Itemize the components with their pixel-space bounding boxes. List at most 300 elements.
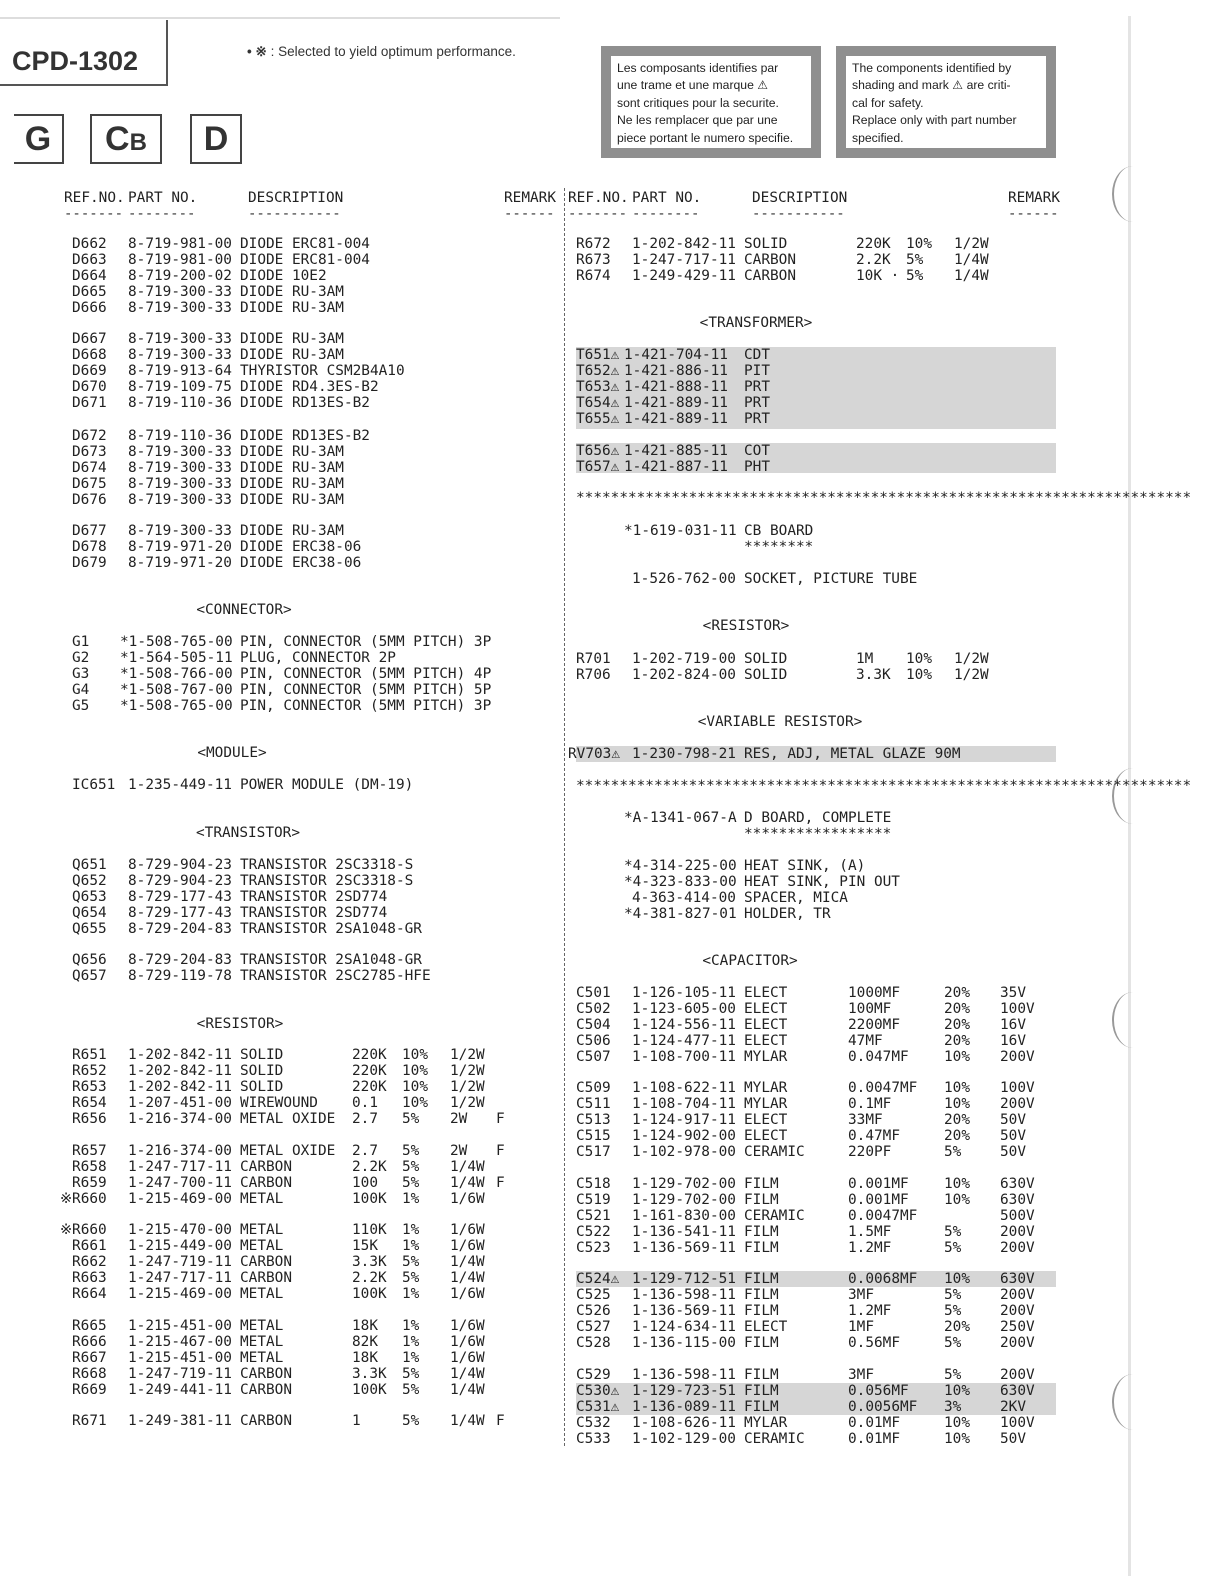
cell: 250V bbox=[1000, 1319, 1035, 1335]
cell: 1-215-470-00 bbox=[128, 1222, 232, 1238]
cell: 1 bbox=[352, 1413, 361, 1429]
cell: 1-136-569-11 bbox=[632, 1303, 736, 1319]
cell: 10% bbox=[944, 1271, 970, 1287]
cell: 1/6W bbox=[450, 1318, 485, 1334]
cell: 8-719-981-00 bbox=[128, 236, 232, 252]
cell: METAL bbox=[240, 1350, 284, 1366]
safety-line: Ne les remplacer que par une bbox=[617, 113, 778, 128]
cell: D663 bbox=[72, 252, 107, 268]
column-header-part: PART NO. bbox=[632, 190, 702, 206]
cell: TRANSISTOR 2SC3318-S bbox=[240, 857, 414, 873]
cell: 2W bbox=[450, 1143, 468, 1159]
cell: METAL bbox=[240, 1191, 284, 1207]
cell: G5 bbox=[72, 698, 90, 714]
cell: D679 bbox=[72, 555, 107, 571]
cell: C504 bbox=[576, 1017, 611, 1033]
cell: CARBON bbox=[240, 1413, 292, 1429]
cell: 1-235-449-11 bbox=[128, 777, 232, 793]
cell: 1-421-704-11 bbox=[624, 347, 728, 363]
top-rule bbox=[0, 17, 560, 19]
cell: 100K bbox=[352, 1191, 387, 1207]
cell: R706 bbox=[576, 667, 611, 683]
cell: 20% bbox=[944, 985, 970, 1001]
cell: 5% bbox=[402, 1111, 420, 1127]
cell: D677 bbox=[72, 523, 107, 539]
cell: *1-508-765-00 bbox=[120, 698, 233, 714]
cell: 0.1 bbox=[352, 1095, 378, 1111]
cell: C522 bbox=[576, 1224, 611, 1240]
cell: TRANSISTOR 2SA1048-GR bbox=[240, 952, 422, 968]
cell: D673 bbox=[72, 444, 107, 460]
cell: 100V bbox=[1000, 1001, 1035, 1017]
safety-line: Les composants identifies par bbox=[617, 61, 779, 75]
cell: 1/2W bbox=[450, 1079, 485, 1095]
cell: 5% bbox=[402, 1366, 420, 1382]
cell: 1-202-719-00 bbox=[632, 651, 736, 667]
cell: TRANSISTOR 2SA1048-GR bbox=[240, 921, 422, 937]
cell: 8-729-904-23 bbox=[128, 873, 232, 889]
cell: 1-207-451-00 bbox=[128, 1095, 232, 1111]
cell: D671 bbox=[72, 395, 107, 411]
cell: 1/4W bbox=[954, 252, 989, 268]
section-title: <TRANSISTOR> bbox=[196, 825, 300, 841]
cell: 5% bbox=[402, 1143, 420, 1159]
cell: METAL bbox=[240, 1286, 284, 1302]
cell: DIODE RU-3AM bbox=[240, 300, 344, 316]
cell: C523 bbox=[576, 1240, 611, 1256]
cell: 5% bbox=[402, 1159, 420, 1175]
cell: 8-719-300-33 bbox=[128, 460, 232, 476]
section-title: <RESISTOR> bbox=[702, 618, 790, 634]
safety-line: The components identified by bbox=[852, 61, 1012, 75]
cell: R701 bbox=[576, 651, 611, 667]
cell: R658 bbox=[72, 1159, 107, 1175]
cell: 3MF bbox=[848, 1287, 874, 1303]
cell: 200V bbox=[1000, 1367, 1035, 1383]
cell: DIODE RD4.3ES-B2 bbox=[240, 379, 379, 395]
cell: 1/4W bbox=[450, 1270, 485, 1286]
safety-line: sont critiques pour la securite. bbox=[617, 95, 779, 110]
column-underline: -------- bbox=[128, 206, 196, 222]
cell: 0.0056MF bbox=[848, 1399, 918, 1415]
cell: 2W bbox=[450, 1111, 468, 1127]
cell: 5% bbox=[906, 252, 924, 268]
cell: 8-719-300-33 bbox=[128, 523, 232, 539]
cell: *1-619-031-11 bbox=[624, 523, 737, 539]
cell: 2200MF bbox=[848, 1017, 900, 1033]
cell: R666 bbox=[72, 1334, 107, 1350]
cell: PIN, CONNECTOR (5MM PITCH) 4P bbox=[240, 666, 492, 682]
cell: 1-202-824-00 bbox=[632, 667, 736, 683]
cell: R664 bbox=[72, 1286, 107, 1302]
cell: PIN, CONNECTOR (5MM PITCH) 5P bbox=[240, 682, 492, 698]
cell: 1-202-842-11 bbox=[128, 1079, 232, 1095]
cell: 0.001MF bbox=[848, 1192, 909, 1208]
cell: D667 bbox=[72, 331, 107, 347]
cell: 1-421-889-11 bbox=[624, 395, 728, 411]
cell: WIREWOUND bbox=[240, 1095, 318, 1111]
cell: 1.5MF bbox=[848, 1224, 892, 1240]
cell: 1-108-622-11 bbox=[632, 1080, 736, 1096]
section-title: <TRANSFORMER> bbox=[699, 315, 813, 331]
cell: 10% bbox=[944, 1080, 970, 1096]
cell: 3MF bbox=[848, 1367, 874, 1383]
cell: R668 bbox=[72, 1366, 107, 1382]
cell: 1-421-885-11 bbox=[624, 443, 728, 459]
cell: 82K bbox=[352, 1334, 378, 1350]
cell: 2.7 bbox=[352, 1143, 378, 1159]
cell: 0.01MF bbox=[848, 1431, 900, 1447]
cell: *1-564-505-11 bbox=[120, 650, 233, 666]
column-divider bbox=[564, 188, 565, 1446]
cell: DIODE RU-3AM bbox=[240, 444, 344, 460]
cell: ELECT bbox=[744, 1001, 788, 1017]
cell: 200V bbox=[1000, 1303, 1035, 1319]
cell: R672 bbox=[576, 236, 611, 252]
cell: Q653 bbox=[72, 889, 107, 905]
cell: 1/2W bbox=[954, 667, 989, 683]
cell: F bbox=[496, 1413, 505, 1429]
cell: 8-729-204-83 bbox=[128, 921, 232, 937]
cell: 220K bbox=[352, 1063, 387, 1079]
cell: 0.0068MF bbox=[848, 1271, 918, 1287]
cell: 10% bbox=[944, 1096, 970, 1112]
safety-line: une trame et une marque ⚠ bbox=[617, 78, 769, 93]
cell: 10% bbox=[906, 236, 932, 252]
board-tab-g bbox=[14, 114, 64, 164]
cell: R663 bbox=[72, 1270, 107, 1286]
cell: 1/2W bbox=[450, 1063, 485, 1079]
cell: T655⚠ bbox=[576, 411, 620, 427]
cell: 5% bbox=[944, 1335, 962, 1351]
cell: D665 bbox=[72, 284, 107, 300]
cell: Q654 bbox=[72, 905, 107, 921]
cell: 20% bbox=[944, 1112, 970, 1128]
column-underline: ------- bbox=[568, 206, 628, 222]
cell: PRT bbox=[744, 379, 770, 395]
cell: 1-215-469-00 bbox=[128, 1191, 232, 1207]
cell: C532 bbox=[576, 1415, 611, 1431]
cell: 1-202-842-11 bbox=[128, 1047, 232, 1063]
cell: 100MF bbox=[848, 1001, 892, 1017]
cell: 2.2K bbox=[856, 252, 891, 268]
cell: 2.2K bbox=[352, 1159, 387, 1175]
cell: *4-314-225-00 bbox=[624, 858, 737, 874]
cell: 1-249-381-11 bbox=[128, 1413, 232, 1429]
cell: 47MF bbox=[848, 1033, 883, 1049]
cell: PIT bbox=[744, 363, 770, 379]
cell: R669 bbox=[72, 1382, 107, 1398]
section-title: <VARIABLE RESISTOR> bbox=[697, 714, 863, 730]
cell: 8-729-204-83 bbox=[128, 952, 232, 968]
cell: DIODE ERC38-06 bbox=[240, 555, 362, 571]
cell: SPACER, MICA bbox=[744, 890, 848, 906]
cell: CARBON bbox=[744, 268, 796, 284]
cell: C531⚠ bbox=[576, 1399, 620, 1415]
cell: DIODE RU-3AM bbox=[240, 347, 344, 363]
cell: 1-161-830-00 bbox=[632, 1208, 736, 1224]
cell: 200V bbox=[1000, 1240, 1035, 1256]
cell: 1/6W bbox=[450, 1334, 485, 1350]
column-underline: ----------- bbox=[752, 206, 845, 222]
cell: C502 bbox=[576, 1001, 611, 1017]
cell: 1-526-762-00 bbox=[632, 571, 736, 587]
cell: D672 bbox=[72, 428, 107, 444]
cell: 5% bbox=[944, 1224, 962, 1240]
cell: METAL bbox=[240, 1334, 284, 1350]
cell: 1/4W bbox=[450, 1413, 485, 1429]
cell: 1-136-598-11 bbox=[632, 1287, 736, 1303]
safety-note-english bbox=[836, 46, 1056, 158]
cell: *4-323-833-00 bbox=[624, 874, 737, 890]
cell: 0.047MF bbox=[848, 1049, 909, 1065]
cell: ELECT bbox=[744, 1319, 788, 1335]
cell: *1-508-765-00 bbox=[120, 634, 233, 650]
cell: 1/4W bbox=[450, 1382, 485, 1398]
cell: 1-136-569-11 bbox=[632, 1240, 736, 1256]
cell: 3.3K bbox=[352, 1254, 387, 1270]
cell: C518 bbox=[576, 1176, 611, 1192]
cell: R654 bbox=[72, 1095, 107, 1111]
cell: 1% bbox=[402, 1318, 420, 1334]
cell: 1/6W bbox=[450, 1222, 485, 1238]
cell: 1-216-374-00 bbox=[128, 1111, 232, 1127]
selected-marker: • ※ bbox=[247, 44, 267, 59]
cell: 1-421-887-11 bbox=[624, 459, 728, 475]
cell: 1-124-902-00 bbox=[632, 1128, 736, 1144]
cell: THYRISTOR CSM2B4A10 bbox=[240, 363, 405, 379]
cell: 33MF bbox=[848, 1112, 883, 1128]
cell: MYLAR bbox=[744, 1415, 788, 1431]
cell: 10% bbox=[402, 1095, 428, 1111]
cell: ELECT bbox=[744, 1128, 788, 1144]
cell: PHT bbox=[744, 459, 770, 475]
cell: C509 bbox=[576, 1080, 611, 1096]
cell: 2.2K bbox=[352, 1270, 387, 1286]
cell: CB BOARD bbox=[744, 523, 814, 539]
d-board-underline: ***************** bbox=[744, 826, 892, 842]
cell: 200V bbox=[1000, 1287, 1035, 1303]
section-title: <MODULE> bbox=[197, 745, 267, 761]
cell: TRANSISTOR 2SC3318-S bbox=[240, 873, 414, 889]
cell: 1-247-717-11 bbox=[128, 1159, 232, 1175]
cell: 1/2W bbox=[954, 236, 989, 252]
cell: C511 bbox=[576, 1096, 611, 1112]
cell: 10% bbox=[944, 1383, 970, 1399]
board-c-label: C bbox=[105, 120, 130, 158]
cell: D BOARD, COMPLETE bbox=[744, 810, 892, 826]
cell: 1M bbox=[856, 651, 874, 667]
cell: 10% bbox=[906, 651, 932, 667]
safety-line: cal for safety. bbox=[852, 95, 924, 110]
cell: 1/2W bbox=[450, 1095, 485, 1111]
cell: 8-719-110-36 bbox=[128, 395, 232, 411]
cell: 1-247-717-11 bbox=[128, 1270, 232, 1286]
cell: 16V bbox=[1000, 1017, 1026, 1033]
cell: C506 bbox=[576, 1033, 611, 1049]
cell: SOLID bbox=[240, 1079, 284, 1095]
cell: 2KV bbox=[1000, 1399, 1026, 1415]
cell: D678 bbox=[72, 539, 107, 555]
cell: 8-719-300-33 bbox=[128, 300, 232, 316]
cell: TRANSISTOR 2SD774 bbox=[240, 889, 388, 905]
cell: 1-136-598-11 bbox=[632, 1367, 736, 1383]
binder-hole bbox=[1112, 992, 1154, 1048]
cell: DIODE RU-3AM bbox=[240, 284, 344, 300]
cell: 10% bbox=[906, 667, 932, 683]
cell: 1-421-888-11 bbox=[624, 379, 728, 395]
cell: 1/4W bbox=[450, 1366, 485, 1382]
cell: 5% bbox=[944, 1367, 962, 1383]
cell: 220K bbox=[352, 1079, 387, 1095]
cell: METAL bbox=[240, 1318, 284, 1334]
cell: 10% bbox=[402, 1047, 428, 1063]
cell: DIODE RD13ES-B2 bbox=[240, 428, 370, 444]
cell: 1.2MF bbox=[848, 1240, 892, 1256]
cell: CARBON bbox=[240, 1366, 292, 1382]
cell: 5% bbox=[402, 1270, 420, 1286]
cell: 16V bbox=[1000, 1033, 1026, 1049]
cell: METAL OXIDE bbox=[240, 1111, 336, 1127]
cell: C533 bbox=[576, 1431, 611, 1447]
cell: Q655 bbox=[72, 921, 107, 937]
cell: R659 bbox=[72, 1175, 107, 1191]
cell: 110K bbox=[352, 1222, 387, 1238]
cell: FILM bbox=[744, 1383, 779, 1399]
board-g-label: G bbox=[24, 120, 52, 158]
cell: 8-719-200-02 bbox=[128, 268, 232, 284]
cell: 8-719-300-33 bbox=[128, 492, 232, 508]
cell: R653 bbox=[72, 1079, 107, 1095]
cell: ※R660 bbox=[60, 1191, 107, 1207]
cell: 2.7 bbox=[352, 1111, 378, 1127]
cell: 8-719-300-33 bbox=[128, 476, 232, 492]
cell: 8-719-971-20 bbox=[128, 539, 232, 555]
model-number: CPD-1302 bbox=[0, 20, 168, 86]
cell: 3.3K bbox=[856, 667, 891, 683]
cell: METAL bbox=[240, 1222, 284, 1238]
cell: ※R660 bbox=[60, 1222, 107, 1238]
cell: 0.01MF bbox=[848, 1415, 900, 1431]
cell: C513 bbox=[576, 1112, 611, 1128]
cell: HOLDER, TR bbox=[744, 906, 831, 922]
cell: CARBON bbox=[240, 1254, 292, 1270]
cell: C528 bbox=[576, 1335, 611, 1351]
cell: 1-129-712-51 bbox=[632, 1271, 736, 1287]
cell: 10% bbox=[402, 1063, 428, 1079]
cell: 1/4W bbox=[450, 1175, 485, 1191]
cell: D676 bbox=[72, 492, 107, 508]
cell: DIODE ERC38-06 bbox=[240, 539, 362, 555]
cell: 1/2W bbox=[954, 651, 989, 667]
safety-note-french bbox=[601, 46, 821, 158]
cell: 1/4W bbox=[954, 268, 989, 284]
cell: 8-719-109-75 bbox=[128, 379, 232, 395]
cell: CARBON bbox=[744, 252, 796, 268]
cell: 5% bbox=[944, 1240, 962, 1256]
cell: 5% bbox=[944, 1303, 962, 1319]
cell: 8-719-300-33 bbox=[128, 444, 232, 460]
cell: C530⚠ bbox=[576, 1383, 620, 1399]
cell: SOLID bbox=[744, 651, 788, 667]
cell: METAL OXIDE bbox=[240, 1143, 336, 1159]
cell: 200V bbox=[1000, 1049, 1035, 1065]
cell: 10% bbox=[944, 1049, 970, 1065]
cell: T652⚠ bbox=[576, 363, 620, 379]
cell: PLUG, CONNECTOR 2P bbox=[240, 650, 396, 666]
cell: 100K bbox=[352, 1286, 387, 1302]
cell: 20% bbox=[944, 1033, 970, 1049]
safety-line: piece portant le numero specifie. bbox=[617, 130, 794, 145]
cell: SOLID bbox=[744, 236, 788, 252]
cell: 1-124-634-11 bbox=[632, 1319, 736, 1335]
cell: C501 bbox=[576, 985, 611, 1001]
cell: 1/6W bbox=[450, 1350, 485, 1366]
cell: DIODE 10E2 bbox=[240, 268, 327, 284]
cell: 1-247-717-11 bbox=[632, 252, 736, 268]
cell: 8-719-971-20 bbox=[128, 555, 232, 571]
cell: 1/6W bbox=[450, 1191, 485, 1207]
cell: 3.3K bbox=[352, 1366, 387, 1382]
cell: TRANSISTOR 2SC2785-HFE bbox=[240, 968, 431, 984]
cell: 10% bbox=[944, 1415, 970, 1431]
cell: POWER MODULE (DM-19) bbox=[240, 777, 414, 793]
cell: SOLID bbox=[744, 667, 788, 683]
cell: 0.0047MF bbox=[848, 1080, 918, 1096]
cell: 1-126-105-11 bbox=[632, 985, 736, 1001]
cell: HEAT SINK, (A) bbox=[744, 858, 866, 874]
cell: 1/4W bbox=[450, 1254, 485, 1270]
board-b-label: B bbox=[129, 129, 147, 156]
cell: ELECT bbox=[744, 1017, 788, 1033]
cell: 630V bbox=[1000, 1383, 1035, 1399]
cell: *1-508-767-00 bbox=[120, 682, 233, 698]
cell: C507 bbox=[576, 1049, 611, 1065]
cell: 220K bbox=[352, 1047, 387, 1063]
section-title: <CONNECTOR> bbox=[196, 602, 292, 618]
cell: FILM bbox=[744, 1335, 779, 1351]
cell: Q652 bbox=[72, 873, 107, 889]
cell: 5% bbox=[944, 1287, 962, 1303]
binder-hole bbox=[1112, 768, 1154, 824]
cell: 10% bbox=[944, 1192, 970, 1208]
cell: DIODE ERC81-004 bbox=[240, 252, 370, 268]
column-underline: -------- bbox=[632, 206, 700, 222]
cell: 1-136-541-11 bbox=[632, 1224, 736, 1240]
cell: *1-508-766-00 bbox=[120, 666, 233, 682]
cell: DIODE RU-3AM bbox=[240, 492, 344, 508]
cell: R674 bbox=[576, 268, 611, 284]
cell: 200V bbox=[1000, 1096, 1035, 1112]
cell: MYLAR bbox=[744, 1080, 788, 1096]
cell: RES, ADJ, METAL GLAZE 90M bbox=[744, 746, 961, 762]
cell: 4-363-414-00 bbox=[632, 890, 736, 906]
cell: 0.056MF bbox=[848, 1383, 909, 1399]
cell: 20% bbox=[944, 1128, 970, 1144]
cell: CERAMIC bbox=[744, 1431, 805, 1447]
cell: 1-124-477-11 bbox=[632, 1033, 736, 1049]
cell: C524⚠ bbox=[576, 1271, 620, 1287]
cell: R662 bbox=[72, 1254, 107, 1270]
cell: MYLAR bbox=[744, 1049, 788, 1065]
cell: C525 bbox=[576, 1287, 611, 1303]
cell: G4 bbox=[72, 682, 90, 698]
cell: D670 bbox=[72, 379, 107, 395]
cell: 1-216-374-00 bbox=[128, 1143, 232, 1159]
cell: DIODE RU-3AM bbox=[240, 331, 344, 347]
cell: 1-129-702-00 bbox=[632, 1176, 736, 1192]
cell: G1 bbox=[72, 634, 90, 650]
